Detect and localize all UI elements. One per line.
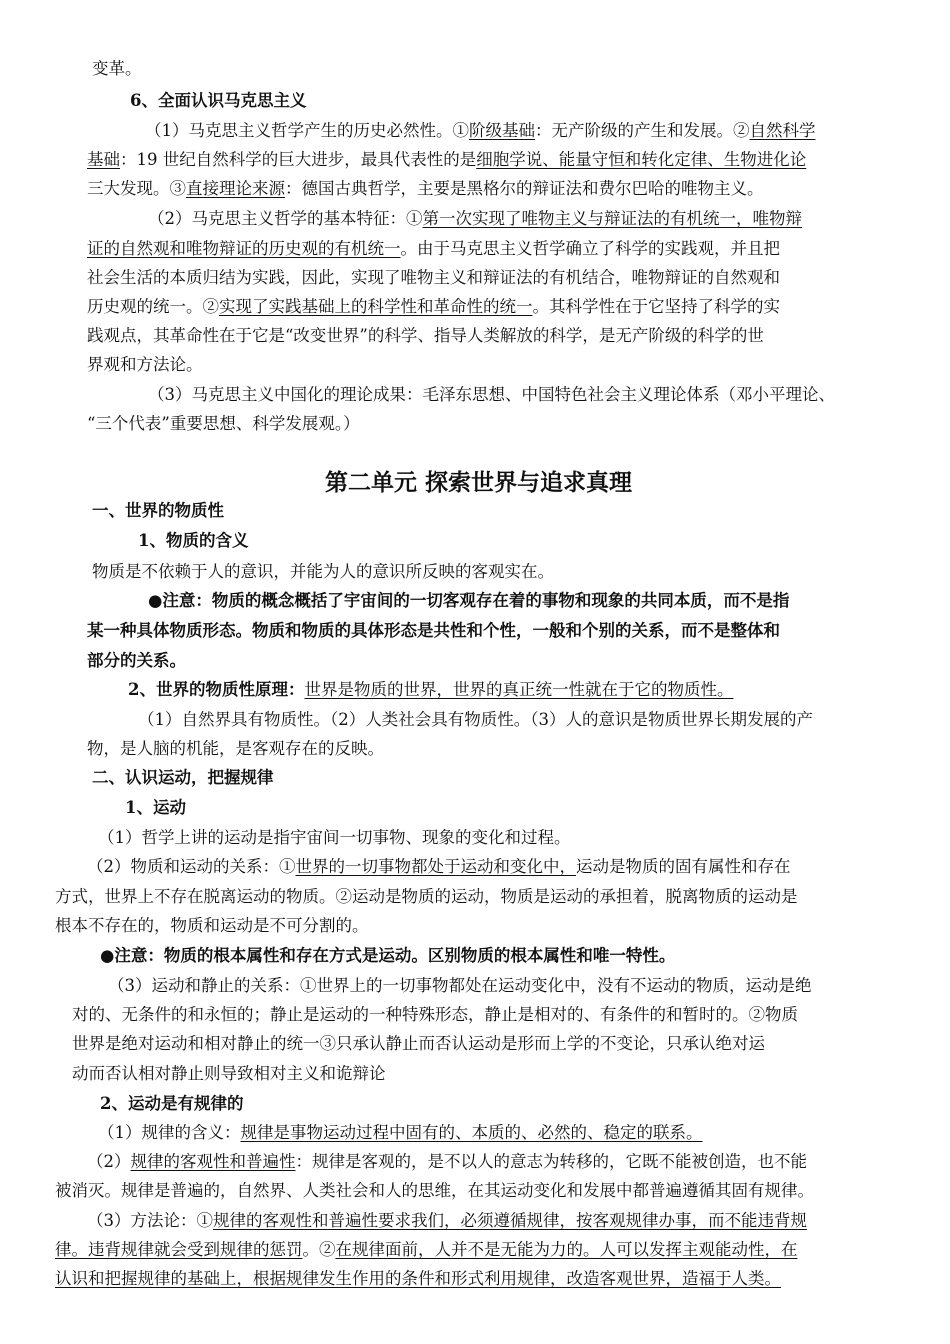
text-segment: ：无产阶级的产生和发展。② bbox=[535, 121, 750, 140]
text-line bbox=[145, 120, 816, 142]
text-line bbox=[87, 856, 791, 878]
text-segment: 一、世界的物质性 bbox=[92, 501, 224, 520]
text-segment: 动而否认相对静止则导致相对主义和诡辩论 bbox=[72, 1064, 386, 1083]
underlined-text: 规律的客观性和普遍性 bbox=[130, 1152, 296, 1171]
text-segment: 运动是物质的固有属性和存在 bbox=[576, 857, 791, 876]
text-line bbox=[92, 767, 274, 789]
underlined-text: 世界的一切事物都处于运动和变化中， bbox=[295, 857, 576, 876]
underlined-text: 自然科学 bbox=[749, 121, 816, 140]
text-line bbox=[148, 384, 835, 406]
text-segment: 物质是不依赖于人的意识，并能为人的意识所反映的客观实在。 bbox=[92, 562, 554, 581]
text-line bbox=[55, 886, 798, 908]
text-segment: ●注意：物质的根本属性和存在方式是运动。区别物质的根本属性和唯一特性。 bbox=[100, 946, 676, 965]
text-segment: 第二单元 探索世界与追求真理 bbox=[325, 469, 633, 496]
text-segment: 。由于马克思主义哲学确立了科学的实践观，并且把 bbox=[400, 239, 780, 258]
text-line bbox=[72, 1063, 386, 1085]
text-line bbox=[55, 1268, 781, 1290]
text-segment: （3）方法论：① bbox=[87, 1211, 213, 1230]
unit-heading bbox=[325, 468, 632, 498]
text-line bbox=[87, 267, 780, 289]
text-segment: 变革。 bbox=[92, 59, 142, 78]
text-line bbox=[55, 1180, 814, 1202]
text-line bbox=[87, 296, 780, 318]
underlined-text: 律。违背规律就会受到规律的惩罚 bbox=[55, 1240, 303, 1259]
text-line bbox=[108, 975, 812, 997]
text-segment: 1、物质的含义 bbox=[138, 531, 249, 550]
text-line bbox=[87, 178, 764, 200]
text-segment: 。② bbox=[302, 1240, 336, 1259]
text-line bbox=[72, 1004, 798, 1026]
text-line bbox=[98, 1122, 703, 1144]
text-line bbox=[148, 590, 789, 612]
text-segment: 被消灭。规律是普遍的，自然界、人类社会和人的思维，在其运动变化和发展中都普遍遵循其固有规律。 bbox=[55, 1181, 814, 1200]
text-segment: ：规律是客观的，是不以人的意志为转移的，它既不能被创造，也不能 bbox=[295, 1152, 807, 1171]
text-segment: 2、世界的物质性原理： bbox=[128, 680, 305, 699]
text-segment: （1）马克思主义哲学产生的历史必然性。① bbox=[145, 121, 469, 140]
text-line bbox=[87, 325, 764, 347]
text-segment: 历史观的统一。② bbox=[87, 297, 219, 316]
underlined-text: 基础 bbox=[87, 150, 120, 169]
text-line bbox=[92, 500, 224, 522]
text-segment: ：德国古典哲学，主要是黑格尔的辩证法和费尔巴哈的唯物主义。 bbox=[285, 179, 764, 198]
text-segment: 对的、无条件的和永恒的；静止是运动的一种特殊形态，静止是相对的、有条件的和暂时的。②物质 bbox=[72, 1005, 798, 1024]
text-line bbox=[87, 620, 780, 642]
underlined-text: 实现了实践基础上的科学性和革命性的统一 bbox=[219, 297, 533, 316]
underlined-text: 在规律面前，人并不是无能为力的。人可以发挥主观能动性，在 bbox=[335, 1240, 798, 1259]
text-line bbox=[55, 915, 369, 937]
text-line bbox=[100, 1093, 243, 1115]
text-segment: 6、全面认识马克思主义 bbox=[130, 91, 307, 110]
text-segment: （2） bbox=[87, 1152, 131, 1171]
underlined-text: 直接理论来源 bbox=[186, 179, 285, 198]
text-line bbox=[87, 650, 186, 672]
text-line bbox=[128, 679, 733, 701]
text-line bbox=[125, 797, 186, 819]
text-segment: 方式，世界上不存在脱离运动的物质。②运动是物质的运动，物质是运动的承担着，脱离物质的运动是 bbox=[55, 887, 798, 906]
text-segment: （2）物质和运动的关系：① bbox=[87, 857, 296, 876]
text-line bbox=[55, 1239, 798, 1261]
text-segment: 物，是人脑的机能，是客观存在的反映。 bbox=[87, 739, 384, 758]
text-segment: 。其科学性在于它坚持了科学的实 bbox=[532, 297, 780, 316]
text-segment: 部分的关系。 bbox=[87, 651, 186, 670]
text-segment: ●注意：物质的概念概括了宇宙间的一切客观存在着的事物和现象的共同本质，而不是指 bbox=[148, 591, 790, 610]
underlined-text: 细胞学说、能量守恒和转化定律、生物进化论 bbox=[476, 150, 807, 169]
text-segment: 1、运动 bbox=[125, 798, 186, 817]
text-segment: 界观和方法论。 bbox=[87, 355, 203, 374]
text-line bbox=[87, 738, 384, 760]
text-line bbox=[98, 827, 571, 849]
text-line bbox=[87, 1210, 807, 1232]
text-segment: 根本不存在的，物质和运动是不可分割的。 bbox=[55, 916, 369, 935]
text-line bbox=[87, 238, 780, 260]
text-line bbox=[87, 149, 806, 171]
text-line bbox=[92, 561, 554, 583]
text-line bbox=[138, 530, 248, 552]
text-segment: 2、运动是有规律的 bbox=[100, 1094, 244, 1113]
text-line bbox=[148, 208, 802, 230]
underlined-text: 规律的客观性和普遍性要求我们，必须遵循规律，按客观规律办事，而不能违背规 bbox=[213, 1211, 807, 1230]
underlined-text: 阶级基础 bbox=[469, 121, 535, 140]
text-line bbox=[87, 354, 203, 376]
text-line bbox=[130, 90, 306, 112]
text-line bbox=[100, 945, 675, 967]
text-segment: 三大发现。③ bbox=[87, 179, 186, 198]
text-line bbox=[87, 413, 360, 435]
text-segment: “三个代表”重要思想、科学发展观。） bbox=[87, 414, 360, 433]
text-segment: （1）哲学上讲的运动是指宇宙间一切事物、现象的变化和过程。 bbox=[98, 828, 571, 847]
text-segment: 世界是绝对运动和相对静止的统一③只承认静止而否认运动是形而上学的不变论，只承认绝对运 bbox=[72, 1034, 765, 1053]
underlined-text: 证的自然观和唯物辩证的历史观的有机统一 bbox=[87, 239, 401, 258]
text-segment: （3）马克思主义中国化的理论成果：毛泽东思想、中国特色社会主义理论体系（邓小平理论、 bbox=[148, 385, 835, 404]
text-line bbox=[87, 1151, 807, 1173]
text-line bbox=[72, 1033, 765, 1055]
text-segment: （1）规律的含义： bbox=[98, 1123, 241, 1142]
underlined-text: 世界是物质的世界，世界的真正统一性就在于它的物质性。 bbox=[304, 680, 734, 699]
text-segment: 社会生活的本质归结为实践，因此，实现了唯物主义和辩证法的有机结合，唯物辩证的自然观和 bbox=[87, 268, 780, 287]
text-line bbox=[92, 58, 142, 80]
text-segment: （3）运动和静止的关系：①世界上的一切事物都处在运动变化中，没有不运动的物质，运动是绝 bbox=[108, 976, 812, 995]
text-segment: ：19 世纪自然科学的巨大进步，最具代表性的是 bbox=[120, 150, 477, 169]
underlined-text: 规律是事物运动过程中固有的、本质的、必然的、稳定的联系。 bbox=[240, 1123, 703, 1142]
text-segment: 践观点，其革命性在于它是“改变世界”的科学、指导人类解放的科学，是无产阶级的科学的世 bbox=[87, 326, 764, 345]
text-line bbox=[138, 709, 813, 731]
underlined-text: 第一次实现了唯物主义与辩证法的有机统一，唯物辩 bbox=[422, 209, 802, 228]
text-segment: （1）自然界具有物质性。（2）人类社会具有物质性。（3）人的意识是物质世界长期发展的产 bbox=[138, 710, 813, 729]
text-segment: 某一种具体物质形态。物质和物质的具体形态是共性和个性，一般和个别的关系，而不是整体和 bbox=[87, 621, 780, 640]
underlined-text: 认识和把握规律的基础上，根据规律发生作用的条件和形式利用规律，改造客观世界，造福于人类。 bbox=[55, 1269, 781, 1288]
text-segment: （2）马克思主义哲学的基本特征：① bbox=[148, 209, 423, 228]
text-segment: 二、认识运动，把握规律 bbox=[92, 768, 274, 787]
